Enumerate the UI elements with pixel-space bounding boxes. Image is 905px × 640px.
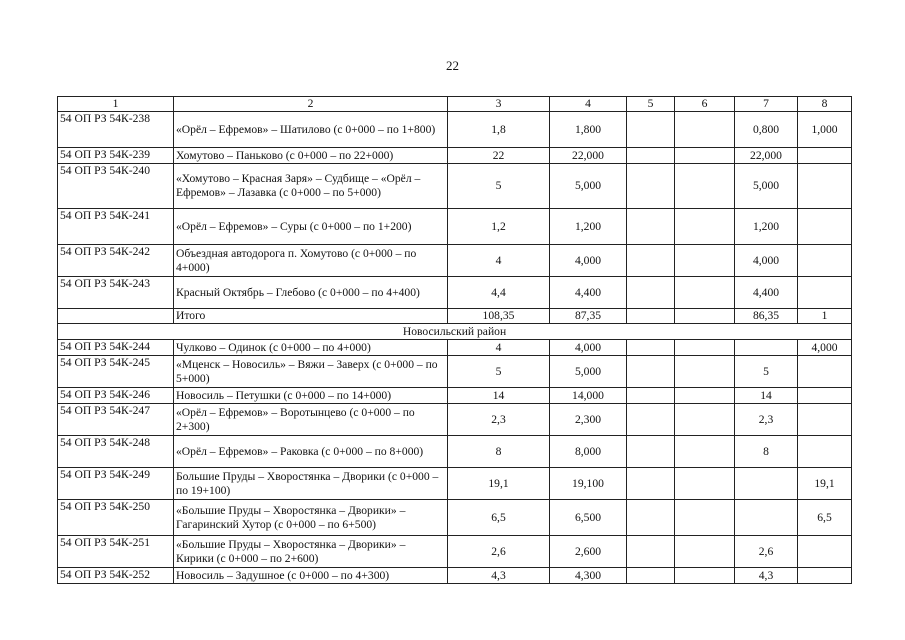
table-row [58, 277, 852, 309]
value-cell: 0,800 [735, 112, 798, 148]
value-cell: 4,3 [735, 568, 798, 584]
value-cell: 14 [735, 388, 798, 404]
table-row [58, 436, 852, 468]
road-id-cell: 54 ОП РЗ 54К-240 [58, 164, 174, 209]
value-cell: 4 [448, 340, 550, 356]
value-cell: 5 [448, 164, 550, 209]
value-cell: 1,800 [550, 112, 627, 148]
table-row [58, 536, 852, 568]
value-cell [798, 148, 852, 164]
total-cell: 86,35 [735, 309, 798, 324]
table-row [58, 112, 852, 148]
total-id-cell [58, 309, 174, 324]
value-cell: 4,300 [550, 568, 627, 584]
value-cell: 6,5 [798, 500, 852, 536]
value-cell: 2,3 [735, 404, 798, 436]
value-cell [627, 356, 675, 388]
total-cell: 1 [798, 309, 852, 324]
value-cell [798, 356, 852, 388]
value-cell: 22,000 [550, 148, 627, 164]
road-name-cell: «Орёл – Ефремов» – Воротынцево (с 0+000 – по 2+300) [174, 404, 448, 436]
value-cell [675, 209, 735, 245]
road-id-cell: 54 ОП РЗ 54К-247 [58, 404, 174, 436]
value-cell [675, 148, 735, 164]
total-label: Итого [174, 309, 448, 324]
value-cell: 1,200 [735, 209, 798, 245]
value-cell: 4,000 [550, 245, 627, 277]
total-cell [627, 309, 675, 324]
table-row [58, 209, 852, 245]
value-cell [627, 500, 675, 536]
road-id-cell: 54 ОП РЗ 54К-243 [58, 277, 174, 309]
total-cell [675, 309, 735, 324]
value-cell: 6,5 [448, 500, 550, 536]
value-cell: 6,500 [550, 500, 627, 536]
value-cell: 8 [735, 436, 798, 468]
value-cell [627, 112, 675, 148]
column-header: 6 [675, 97, 735, 112]
value-cell [675, 164, 735, 209]
road-name-cell: Новосиль – Задушное (с 0+000 – по 4+300) [174, 568, 448, 584]
road-id-cell: 54 ОП РЗ 54К-252 [58, 568, 174, 584]
value-cell: 4,000 [735, 245, 798, 277]
value-cell [675, 112, 735, 148]
value-cell: 4,3 [448, 568, 550, 584]
value-cell [627, 404, 675, 436]
value-cell [798, 277, 852, 309]
column-header: 3 [448, 97, 550, 112]
road-name-cell: Новосиль – Петушки (с 0+000 – по 14+000) [174, 388, 448, 404]
value-cell [675, 356, 735, 388]
value-cell [675, 388, 735, 404]
value-cell: 5,000 [550, 356, 627, 388]
value-cell [735, 340, 798, 356]
table-row [58, 164, 852, 209]
value-cell [735, 468, 798, 500]
value-cell: 19,1 [798, 468, 852, 500]
value-cell [675, 404, 735, 436]
value-cell: 2,300 [550, 404, 627, 436]
value-cell [675, 500, 735, 536]
value-cell: 19,100 [550, 468, 627, 500]
road-name-cell: «Хомутово – Красная Заря» – Судбище – «Орёл – Ефремов» – Лазавка (с 0+000 – по 5+000) [174, 164, 448, 209]
table-row [58, 356, 852, 388]
road-name-cell: «Мценск – Новосиль» – Вяжи – Заверх (с 0+000 – по 5+000) [174, 356, 448, 388]
value-cell [627, 245, 675, 277]
value-cell: 2,600 [550, 536, 627, 568]
table-row [58, 245, 852, 277]
road-id-cell: 54 ОП РЗ 54К-239 [58, 148, 174, 164]
table-row [58, 500, 852, 536]
value-cell [798, 164, 852, 209]
value-cell [798, 209, 852, 245]
value-cell: 2,6 [448, 536, 550, 568]
value-cell [627, 388, 675, 404]
value-cell: 4 [448, 245, 550, 277]
column-header: 4 [550, 97, 627, 112]
value-cell [798, 436, 852, 468]
road-id-cell: 54 ОП РЗ 54К-244 [58, 340, 174, 356]
column-header: 1 [58, 97, 174, 112]
value-cell [798, 568, 852, 584]
road-name-cell: «Орёл – Ефремов» – Раковка (с 0+000 – по 8+000) [174, 436, 448, 468]
page-number: 22 [446, 58, 459, 73]
column-header: 8 [798, 97, 852, 112]
road-name-cell: «Орёл – Ефремов» – Шатилово (с 0+000 – по 1+800) [174, 112, 448, 148]
road-name-cell: «Большие Пруды – Хворостянка – Дворики» – Гагаринский Хутор (с 0+000 – по 6+500) [174, 500, 448, 536]
value-cell [675, 436, 735, 468]
column-header: 7 [735, 97, 798, 112]
value-cell [627, 340, 675, 356]
value-cell: 4,400 [735, 277, 798, 309]
value-cell [798, 245, 852, 277]
road-name-cell: «Большие Пруды – Хворостянка – Дворики» – Кирики (с 0+000 – по 2+600) [174, 536, 448, 568]
value-cell [627, 568, 675, 584]
value-cell [627, 209, 675, 245]
value-cell: 4,4 [448, 277, 550, 309]
value-cell [675, 277, 735, 309]
road-id-cell: 54 ОП РЗ 54К-238 [58, 112, 174, 148]
table-row [58, 468, 852, 500]
road-name-cell: Красный Октябрь – Глебово (с 0+000 – по 4+400) [174, 277, 448, 309]
value-cell: 4,000 [550, 340, 627, 356]
road-id-cell: 54 ОП РЗ 54К-241 [58, 209, 174, 245]
road-name-cell: «Орёл – Ефремов» – Суры (с 0+000 – по 1+200) [174, 209, 448, 245]
value-cell [627, 277, 675, 309]
value-cell [627, 164, 675, 209]
value-cell: 1,200 [550, 209, 627, 245]
value-cell: 5 [448, 356, 550, 388]
value-cell: 8 [448, 436, 550, 468]
value-cell: 8,000 [550, 436, 627, 468]
table-row [58, 568, 852, 584]
value-cell [675, 340, 735, 356]
value-cell [798, 536, 852, 568]
table-header-row [58, 97, 852, 112]
value-cell [675, 568, 735, 584]
table-row [58, 404, 852, 436]
value-cell: 22 [448, 148, 550, 164]
column-header: 2 [174, 97, 448, 112]
value-cell [675, 468, 735, 500]
total-cell: 108,35 [448, 309, 550, 324]
value-cell: 2,6 [735, 536, 798, 568]
column-header: 5 [627, 97, 675, 112]
road-id-cell: 54 ОП РЗ 54К-249 [58, 468, 174, 500]
road-name-cell: Чулково – Одинок (с 0+000 – по 4+000) [174, 340, 448, 356]
table-row [58, 388, 852, 404]
road-id-cell: 54 ОП РЗ 54К-248 [58, 436, 174, 468]
road-id-cell: 54 ОП РЗ 54К-242 [58, 245, 174, 277]
value-cell: 1,2 [448, 209, 550, 245]
section-title: Новосильский район [58, 324, 852, 340]
value-cell [627, 536, 675, 568]
table-row [58, 148, 852, 164]
road-id-cell: 54 ОП РЗ 54К-245 [58, 356, 174, 388]
value-cell [627, 148, 675, 164]
road-name-cell: Объездная автодорога п. Хомутово (с 0+000 – по 4+000) [174, 245, 448, 277]
value-cell: 5,000 [550, 164, 627, 209]
table-row [58, 340, 852, 356]
road-id-cell: 54 ОП РЗ 54К-251 [58, 536, 174, 568]
road-id-cell: 54 ОП РЗ 54К-250 [58, 500, 174, 536]
value-cell: 1,000 [798, 112, 852, 148]
value-cell: 19,1 [448, 468, 550, 500]
value-cell [798, 404, 852, 436]
value-cell [735, 500, 798, 536]
value-cell [627, 468, 675, 500]
total-cell: 87,35 [550, 309, 627, 324]
value-cell: 4,400 [550, 277, 627, 309]
value-cell [627, 436, 675, 468]
value-cell [675, 536, 735, 568]
value-cell [798, 388, 852, 404]
value-cell: 5,000 [735, 164, 798, 209]
value-cell: 14 [448, 388, 550, 404]
value-cell: 5 [735, 356, 798, 388]
value-cell: 14,000 [550, 388, 627, 404]
value-cell: 22,000 [735, 148, 798, 164]
road-name-cell: Большие Пруды – Хворостянка – Дворики (с 0+000 – по 19+100) [174, 468, 448, 500]
value-cell: 1,8 [448, 112, 550, 148]
road-id-cell: 54 ОП РЗ 54К-246 [58, 388, 174, 404]
value-cell: 4,000 [798, 340, 852, 356]
road-name-cell: Хомутово – Паньково (с 0+000 – по 22+000) [174, 148, 448, 164]
total-row [58, 309, 852, 324]
section-row [58, 324, 852, 340]
value-cell [675, 245, 735, 277]
roads-table [57, 96, 852, 584]
value-cell: 2,3 [448, 404, 550, 436]
